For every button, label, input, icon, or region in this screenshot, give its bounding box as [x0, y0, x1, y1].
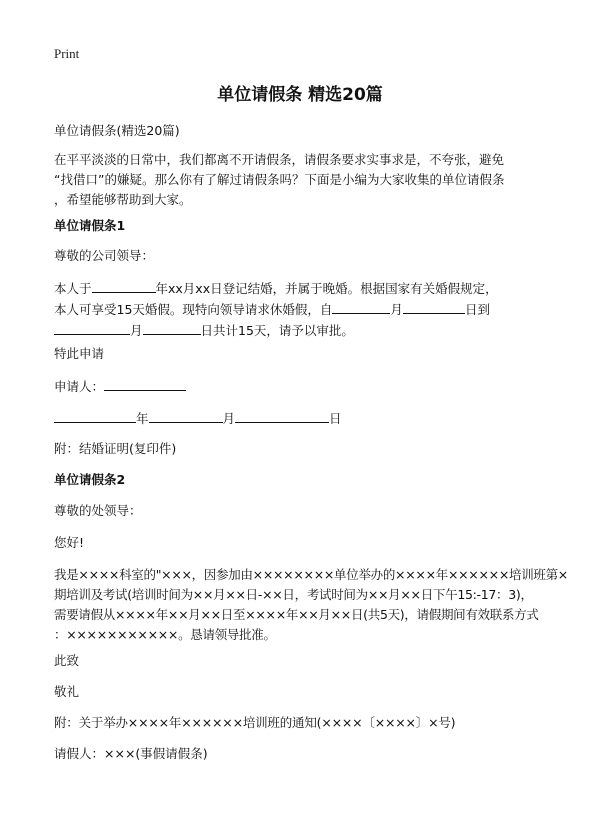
letter2-heading: 单位请假条2 — [54, 472, 126, 487]
letter1-closing: 特此申请 — [54, 346, 105, 361]
blank-day-field — [235, 408, 329, 423]
letter1-body — [54, 278, 564, 341]
letter1-applicant: 申请人： — [54, 376, 564, 397]
blank-day-field — [143, 320, 201, 335]
blank-month-field — [149, 408, 223, 423]
letter1-date: 年 月 日 — [54, 408, 564, 429]
letter2-closing-2: 敬礼 — [54, 684, 80, 699]
intro-line: ，希望能够帮助到大家。 — [54, 192, 192, 207]
letter2-body-line: ：×××××××××××。恳请领导批准。 — [54, 627, 276, 642]
blank-month-field — [332, 299, 390, 314]
intro-line: “找借口”的嫌疑。那么你有了解过请假条吗？下面是小编为大家收集的单位请假条 — [54, 172, 505, 187]
blank-month-field — [54, 320, 130, 335]
letter2-closing-1: 此致 — [54, 653, 80, 668]
letter2-body-line: 期培训及考试(培训时间为××月××日-××日，考试时间为××月××日下午15:-17：3)， — [54, 587, 533, 602]
letter1-body-line: 本人于 年xx月xx日登记结婚，并属于晚婚。根据国家有关婚假规定， — [54, 278, 564, 299]
letter2-greeting: 尊敬的处领导： — [54, 503, 142, 518]
print-link[interactable]: Print — [54, 46, 80, 61]
applicant-blank — [104, 376, 186, 391]
letter1-attachment: 附：结婚证明(复印件) — [54, 441, 177, 456]
letter2-body — [54, 565, 568, 645]
blank-year-field — [92, 278, 156, 293]
letter2-body-line: 我是××××科室的"×××，因参加由××××××××单位举办的××××年××××××培训班第× — [54, 567, 568, 582]
letter1-body-line: 本人可享受15天婚假。现特向领导请求休婚假，自 月 日到 — [54, 299, 564, 320]
letter2-applicant: 请假人：×××(事假请假条) — [54, 746, 208, 761]
letter2-body-line: 需要请假从××××年××月××日至××××年××月××日(共5天)，请假期间有效联系方式 — [54, 607, 539, 622]
blank-day-field — [403, 299, 465, 314]
letter1-greeting: 尊敬的公司领导： — [54, 248, 155, 263]
intro-line: 在平平淡淡的日常中，我们都离不开请假条，请假条要求实事求是，不夸张，避免 — [54, 152, 505, 167]
letter1-heading: 单位请假条1 — [54, 218, 126, 233]
letter2-attachment: 附：关于举办××××年××××××培训班的通知(××××〔××××〕×号) — [54, 715, 456, 730]
letter2-hello: 您好! — [54, 535, 85, 550]
blank-year-field — [54, 408, 136, 423]
letter1-body-line: 月 日共计15天，请予以审批。 — [54, 320, 564, 341]
document-subtitle: 单位请假条(精选20篇) — [54, 123, 180, 138]
intro-paragraph — [54, 150, 564, 210]
page-title: 单位请假条 精选20篇 — [217, 85, 383, 105]
